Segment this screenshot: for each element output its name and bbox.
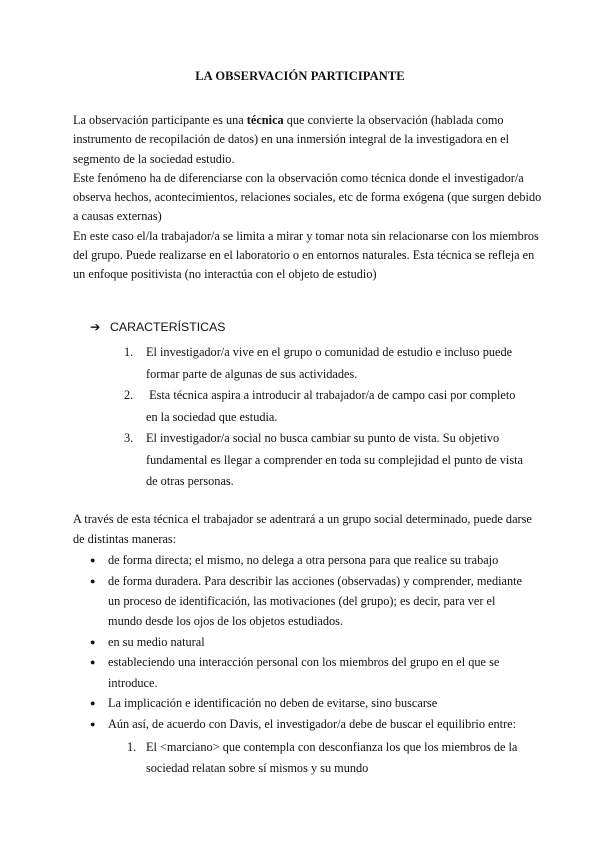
characteristics-list [124,342,524,493]
item-text: en su medio natural [108,634,205,649]
item-text: El <marciano> que contempla con desconfianza los que los miembros de la sociedad relatan sobre sí mismos y su mundo [146,740,518,775]
item-text: de forma directa; el mismo, no delega a otra persona para que realice su trabajo [108,553,499,567]
list-item [90,714,530,734]
list-item [90,693,530,713]
bullet-icon: ● [90,698,96,709]
intro-paragraph-2: Este fenómeno ha de diferenciarse con la observación como técnica donde el investigador/a observa hechos, acontecimientos, relaciones sociales, etc de forma exógena (que surgen debido a causas externas) [73,170,542,224]
list-item [127,737,527,779]
item-text: La implicación e identificación no deben de evitarse, sino buscarse [108,696,438,711]
bullet-icon: ● [90,575,96,586]
list-item [124,385,524,428]
characteristics-heading [90,320,225,334]
intro-section [73,111,543,285]
item-number: 1. [127,740,137,754]
list-item [90,571,530,632]
intro-paragraph-1 [73,111,543,169]
heading-label: CARACTERÍSTICAS [110,320,226,334]
equilibrium-list [127,737,527,779]
bold-term: técnica [246,113,284,127]
item-text: Aún así, de acuerdo con Davis, el investigador/a debe de buscar el equilibrio entre: [108,716,517,731]
item-number: 2. [124,388,134,402]
item-text: Esta técnica aspira a introducir al trabajador/a de campo casi por completo en la sociedad que estudia. [146,388,519,424]
item-number: 3. [124,431,134,445]
page-title: LA OBSERVACIÓN PARTICIPANTE [195,69,405,83]
list-item [90,652,530,693]
intro-text: La observación participante es una [73,113,247,127]
item-text: El investigador/a social no busca cambiar su punto de vista. Su objetivo fundamental es llegar a comprender en toda su complejidad el punto de vista de otras personas. [146,431,523,488]
bullet-list [90,550,530,734]
body-paragraph: A través de esta técnica el trabajador se adentrará a un grupo social determinado, puede darse de distintas maneras: [73,512,532,546]
intro-text: que convierte la observación (hablada como instrumento de recopilación de datos) en una inmersión integral de la investigadora en el segmento de la sociedad estudio. [73,113,510,166]
item-number: 1. [124,345,134,359]
list-item [90,550,530,570]
list-item [124,342,524,385]
bullet-icon: ● [90,555,96,565]
item-text: estableciendo una interacción personal con los miembros del grupo en el que se introduce. [108,655,500,690]
intro-paragraph-3: En este caso el/la trabajador/a se limita a mirar y tomar nota sin relacionarse con los miembros del grupo. Puede realizarse en el laboratorio o en entornos naturales. Esta técnica se refleja en un enfoque positivista (no interactúa con el objeto de estudio) [73,228,539,282]
arrow-icon: ➔ [90,320,101,334]
bullet-icon: ● [90,636,96,647]
list-item [90,632,530,652]
bullet-icon: ● [90,657,96,668]
item-text: El investigador/a vive en el grupo o comunidad de estudio e incluso puede formar parte de algunas de sus actividades. [146,345,513,381]
item-text: de forma duradera. Para describir las acciones (observadas) y comprender, mediante un proceso de identificación, las motivaciones (del grupo); es decir, para ver el mundo desde los ojos de los objetos estudiados. [108,573,522,629]
list-item [124,428,524,493]
bullet-icon: ● [90,718,96,729]
